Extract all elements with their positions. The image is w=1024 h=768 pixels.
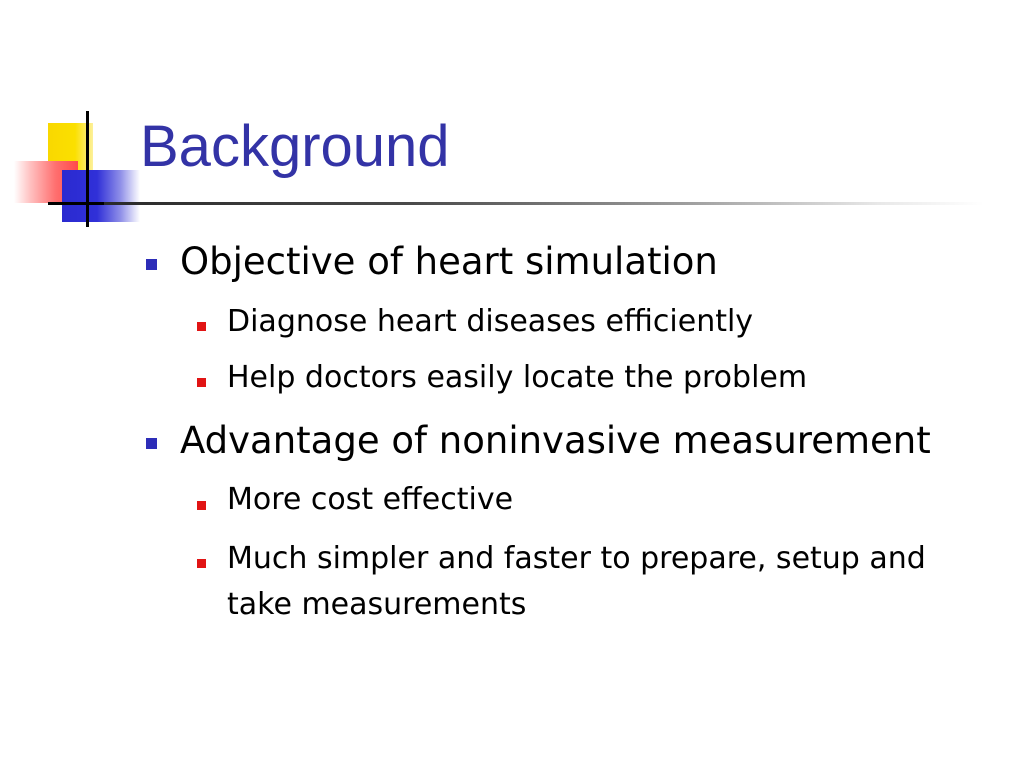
- sub-bullet-item: Diagnose heart diseases efficiently: [227, 304, 754, 339]
- bullet-item: Objective of heart simulation: [180, 240, 718, 283]
- horizontal-line-decoration: [48, 202, 104, 205]
- slide-title: Background: [140, 114, 450, 179]
- level2-bullet-icon: [197, 501, 206, 510]
- blue-square-decoration: [62, 170, 140, 222]
- level2-bullet-icon: [197, 378, 206, 387]
- sub-bullet-item: More cost effective: [227, 482, 514, 517]
- level1-bullet-icon: [146, 438, 157, 449]
- level1-bullet-icon: [146, 259, 157, 270]
- sub-bullet-item: Help doctors easily locate the problem: [227, 360, 808, 395]
- bullet-item: Advantage of noninvasive measurement: [180, 419, 931, 462]
- title-underline-rule: [104, 202, 984, 205]
- level2-bullet-icon: [197, 559, 206, 568]
- sub-bullet-item: Much simpler and faster to prepare, setup and take measurements: [227, 541, 926, 622]
- vertical-line-decoration: [86, 111, 89, 227]
- level2-bullet-icon: [197, 322, 206, 331]
